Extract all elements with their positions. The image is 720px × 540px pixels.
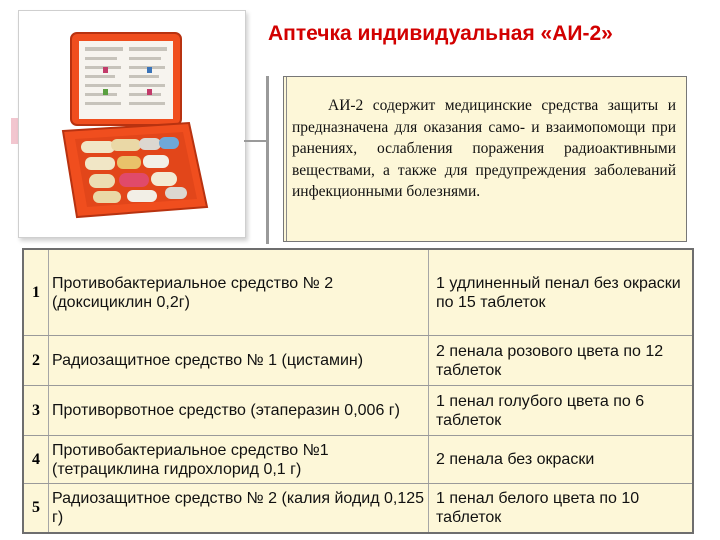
row-number: 3: [32, 401, 40, 419]
table-row: [24, 484, 692, 532]
agent-cell: Радиозащитное средство № 2 (калия йодид 0,125 г): [52, 490, 425, 526]
agent-cell: Противорвотное средство (этаперазин 0,006 г): [52, 402, 400, 419]
supplies-table: [22, 248, 694, 534]
connector-line: [244, 140, 268, 142]
packaging-cell: 1 пенал голубого цвета по 6 таблеток: [436, 392, 645, 429]
row-number: 2: [32, 351, 40, 369]
packaging-cell: 2 пенала без окраски: [436, 451, 595, 468]
row-number: 4: [32, 450, 40, 468]
table-row: [24, 386, 692, 436]
table-row: [24, 436, 692, 484]
agent-cell: Противобактериальное средство №1 (тетрациклина гидрохлорид 0,1 г): [52, 441, 329, 478]
page-title: Аптечка индивидуальная «АИ-2»: [268, 22, 613, 45]
table-row: [24, 336, 692, 386]
first-aid-kit-photo: [18, 10, 246, 238]
description-text: АИ-2 содержит медицинские средства защиты и предназначена для оказания само- и взаимопомощи при ранениях, ослабления поражения радиоактивными веществами, а также для предупреждения заболеваний инфекционными болезнями.: [292, 97, 676, 200]
table-row: [24, 250, 692, 336]
agent-cell: Радиозащитное средство № 1 (цистамин): [52, 352, 364, 369]
description-box: [283, 76, 687, 242]
connector-line-vertical: [266, 76, 269, 244]
packaging-cell: 1 пенал белого цвета по 10 таблеток: [436, 490, 640, 526]
agent-cell: Противобактериальное средство № 2 (доксициклин 0,2г): [52, 274, 334, 311]
description-border-line: [286, 77, 287, 241]
first-aid-kit-illustration: [19, 11, 245, 237]
row-number: 5: [32, 499, 40, 516]
packaging-cell: 1 удлиненный пенал без окраски по 15 таблеток: [436, 274, 681, 311]
packaging-cell: 2 пенала розового цвета по 12 таблеток: [436, 342, 664, 379]
row-number: 1: [32, 283, 40, 301]
